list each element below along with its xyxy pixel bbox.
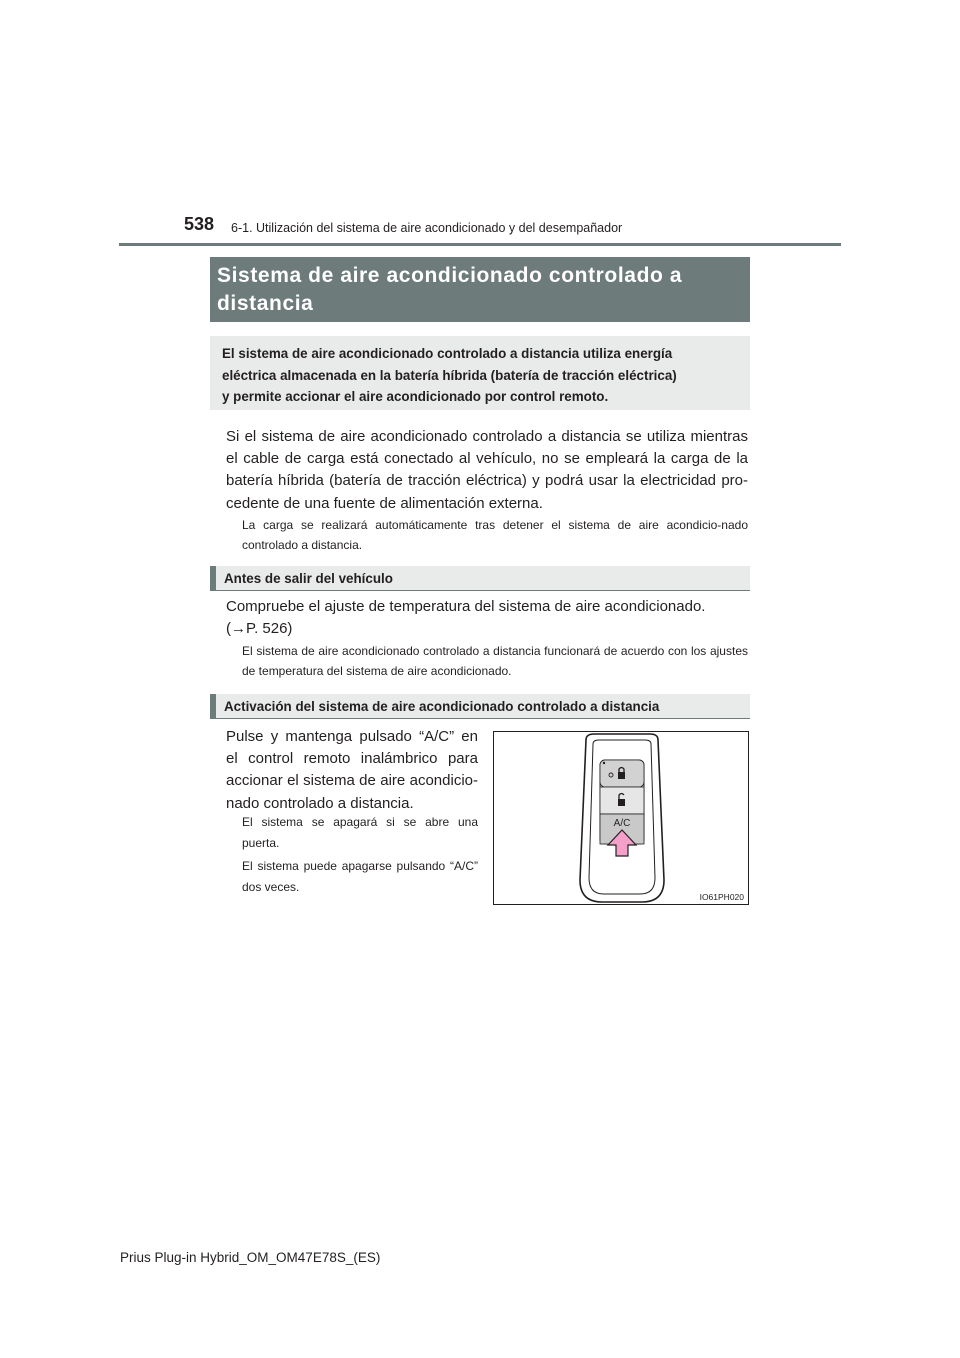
note-press-twice: El sistema puede apagarse pulsando “A/C” dos veces. <box>242 859 478 894</box>
footer-model: Prius Plug-in Hybrid_OM_OM47E78S_(ES) <box>120 1250 381 1265</box>
text-line: Compruebe el ajuste de temperatura del sistema de aire acondicionado. <box>226 598 706 615</box>
note-door-open: El sistema se apagará si se abre una puerta. <box>242 815 478 850</box>
figure-code: IO61PH020 <box>699 892 744 902</box>
section-heading-activation <box>210 694 750 719</box>
section-heading-text: Activación del sistema de aire acondicionado controlado a distancia <box>224 699 660 714</box>
paragraph-check-temperature <box>226 596 748 640</box>
intro-line-1: El sistema de aire acondicionado controlado a distancia utiliza energía <box>222 346 673 361</box>
led-dot-icon <box>603 762 605 764</box>
remote-key-figure <box>493 731 749 905</box>
section-heading-text: Antes de salir del vehículo <box>224 571 393 586</box>
intro-line-3: y permite accionar el aire acondicionado por control remoto. <box>222 389 609 404</box>
section-heading-before-leaving <box>210 566 750 591</box>
remote-key-illustration <box>494 732 748 904</box>
title-banner <box>210 257 750 322</box>
title-line-2: distancia <box>217 292 314 315</box>
paragraph-press-ac: Pulse y mantenga pulsado “A/C” en el control remoto inalámbrico para accionar el sistema de aire acondicio-nado controlado a distancia. <box>226 728 478 812</box>
page-number: 538 <box>184 214 215 234</box>
note-temperature: El sistema de aire acondicionado controlado a distancia funcionará de acuerdo con los ajustes de temperatura del sistema de aire acondicionado. <box>242 644 748 678</box>
page-reference: (→P. 526) <box>226 620 293 638</box>
ac-button-label: A/C <box>613 818 631 829</box>
intro-box <box>210 336 750 410</box>
header-rule <box>119 243 841 246</box>
note-charging: La carga se realizará automáticamente tras detener el sistema de aire acondicio-nado controlado a distancia. <box>242 518 748 552</box>
paragraph-charging: Si el sistema de aire acondicionado controlado a distancia se utiliza mientras el cable de carga está conectado al vehículo, no se empleará la carga de la batería híbrida (batería de tracción eléctrica) y podrá usar la electricidad pro-cedente de una fuente de alimentación externa. <box>226 428 748 512</box>
title-line-1: Sistema de aire acondicionado controlado a <box>217 264 683 287</box>
running-header: 6-1. Utilización del sistema de aire acondicionado y del desempañador <box>231 221 623 235</box>
intro-line-2: eléctrica almacenada en la batería híbrida (batería de tracción eléctrica) <box>222 367 677 383</box>
